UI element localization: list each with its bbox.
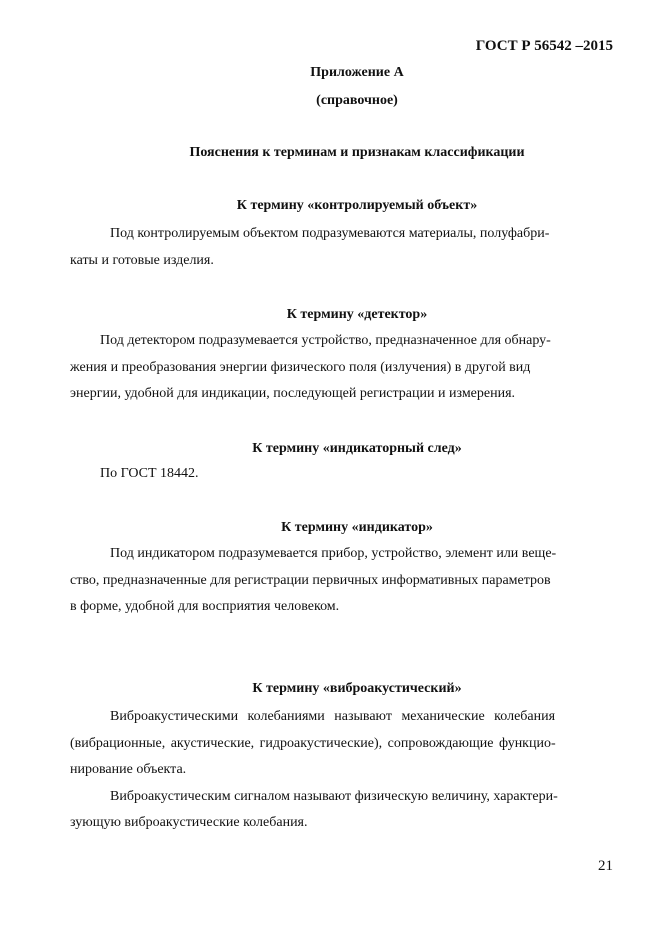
text-line: Виброакустическим сигналом называют физическую величину, характери-: [110, 788, 558, 804]
text-line: Под контролируемым объектом подразумеваются материалы, полуфабри-: [110, 226, 550, 241]
section-heading-indicator-trace: К термину «индикаторный след»: [252, 441, 462, 456]
text-line: жения и преобразования энергии физического поля (излучения) в другой вид: [70, 359, 531, 375]
text-line: в форме, удобной для восприятия человеком.: [70, 599, 340, 614]
section-body-vibroacoustic: [70, 704, 614, 837]
text-line: (вибрационные, акустические, гидроакустические), сопровождающие функцио-: [70, 735, 556, 751]
section-heading-controlled-object: К термину «контролируемый объект»: [236, 198, 478, 213]
page-number: 21: [598, 858, 613, 874]
section-heading-indicator: К термину «индикатор»: [281, 520, 433, 535]
text-line: зующую виброакустические колебания.: [70, 815, 308, 830]
text-line: По ГОСТ 18442.: [100, 466, 199, 481]
text-line: Виброакустическими колебаниями называют механические колебания: [110, 709, 556, 724]
text-line: каты и готовые изделия.: [70, 252, 214, 268]
section-body-indicator-trace: [70, 461, 614, 488]
text-line: Под детектором подразумевается устройство, предназначенное для обнару-: [100, 333, 551, 348]
document-code: ГОСТ Р 56542 –2015: [475, 38, 613, 54]
section-body-detector: [70, 328, 614, 408]
section-body-indicator: [70, 541, 614, 621]
section-heading-detector: К термину «детектор»: [286, 307, 428, 322]
appendix-subtitle: (справочное): [316, 93, 398, 108]
appendix-heading: Пояснения к терминам и признакам классификации: [189, 145, 525, 160]
text-line: ство, предназначенные для регистрации первичных информативных параметров: [70, 572, 551, 588]
appendix-title: Приложение А: [310, 65, 404, 80]
text-line: энергии, удобной для индикации, последующей регистрации и измерения.: [70, 386, 516, 401]
section-body-controlled-object: [70, 221, 614, 274]
section-heading-vibroacoustic: К термину «виброакустический»: [252, 681, 462, 696]
text-line: Под индикатором подразумевается прибор, устройство, элемент или веще-: [110, 546, 557, 561]
text-line: нирование объекта.: [70, 762, 187, 777]
